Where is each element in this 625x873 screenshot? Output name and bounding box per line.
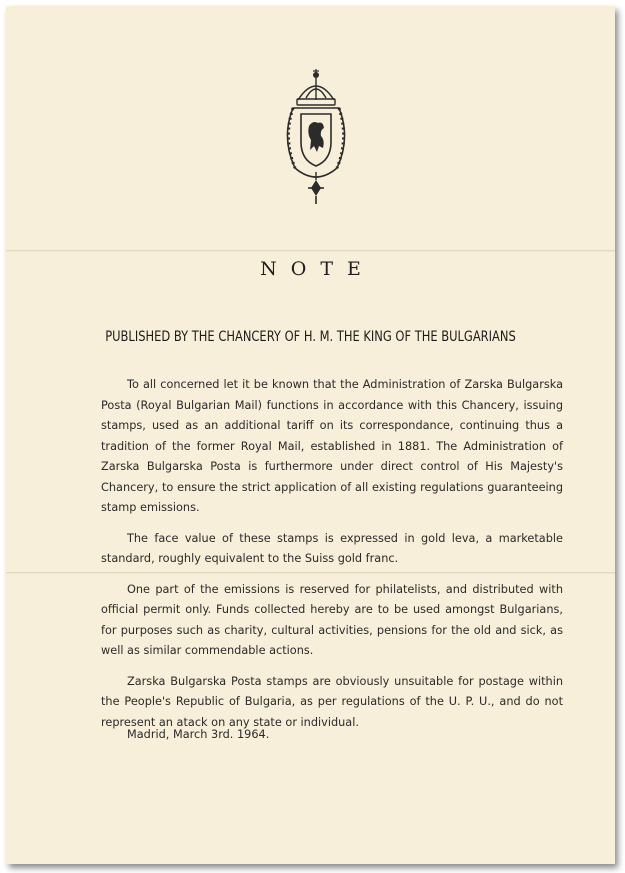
document-body (101, 375, 563, 743)
royal-coat-of-arms-icon (271, 68, 361, 208)
paragraph: To all concerned let it be known that the Administration of Zarska Bulgarska Posta (Royal Bulgarian Mail) functions in accordance with this Chancery, issuing stamps, used as an additional tariff on its correspondance, continuing thus a tradition of the former Royal Mail, established in 1881. The Administration of Zarska Bulgarska Posta is furthermore under direct control of His Majesty's Chancery, to ensure the strict application of all existing regulations guaranteeing stamp emissions. (101, 378, 563, 514)
place-and-date: Madrid, March 3rd. 1964. (127, 728, 270, 741)
paragraph: One part of the emissions is reserved for philatelists, and distributed with official permit only. Funds collected hereby are to be used amongst Bulgarians, for purposes such as charity, cultural activities, pensions for the old and sick, as well as similar commendable actions. (101, 582, 563, 657)
document-page (6, 6, 615, 864)
document-title: NOTE (260, 258, 375, 280)
paragraph: The face value of these stamps is expressed in gold leva, a marketable standard, roughly equivalent to the Suiss gold franc. (101, 531, 563, 565)
document-subtitle: PUBLISHED BY THE CHANCERY OF H. M. THE KING OF THE BULGARIANS (105, 329, 516, 345)
fold-line (6, 250, 615, 252)
paragraph: Zarska Bulgarska Posta stamps are obviously unsuitable for postage within the People's Republic of Bulgaria, as per regulations of the U. P. U., and do not represent an atack on any state or individual. (101, 674, 563, 729)
